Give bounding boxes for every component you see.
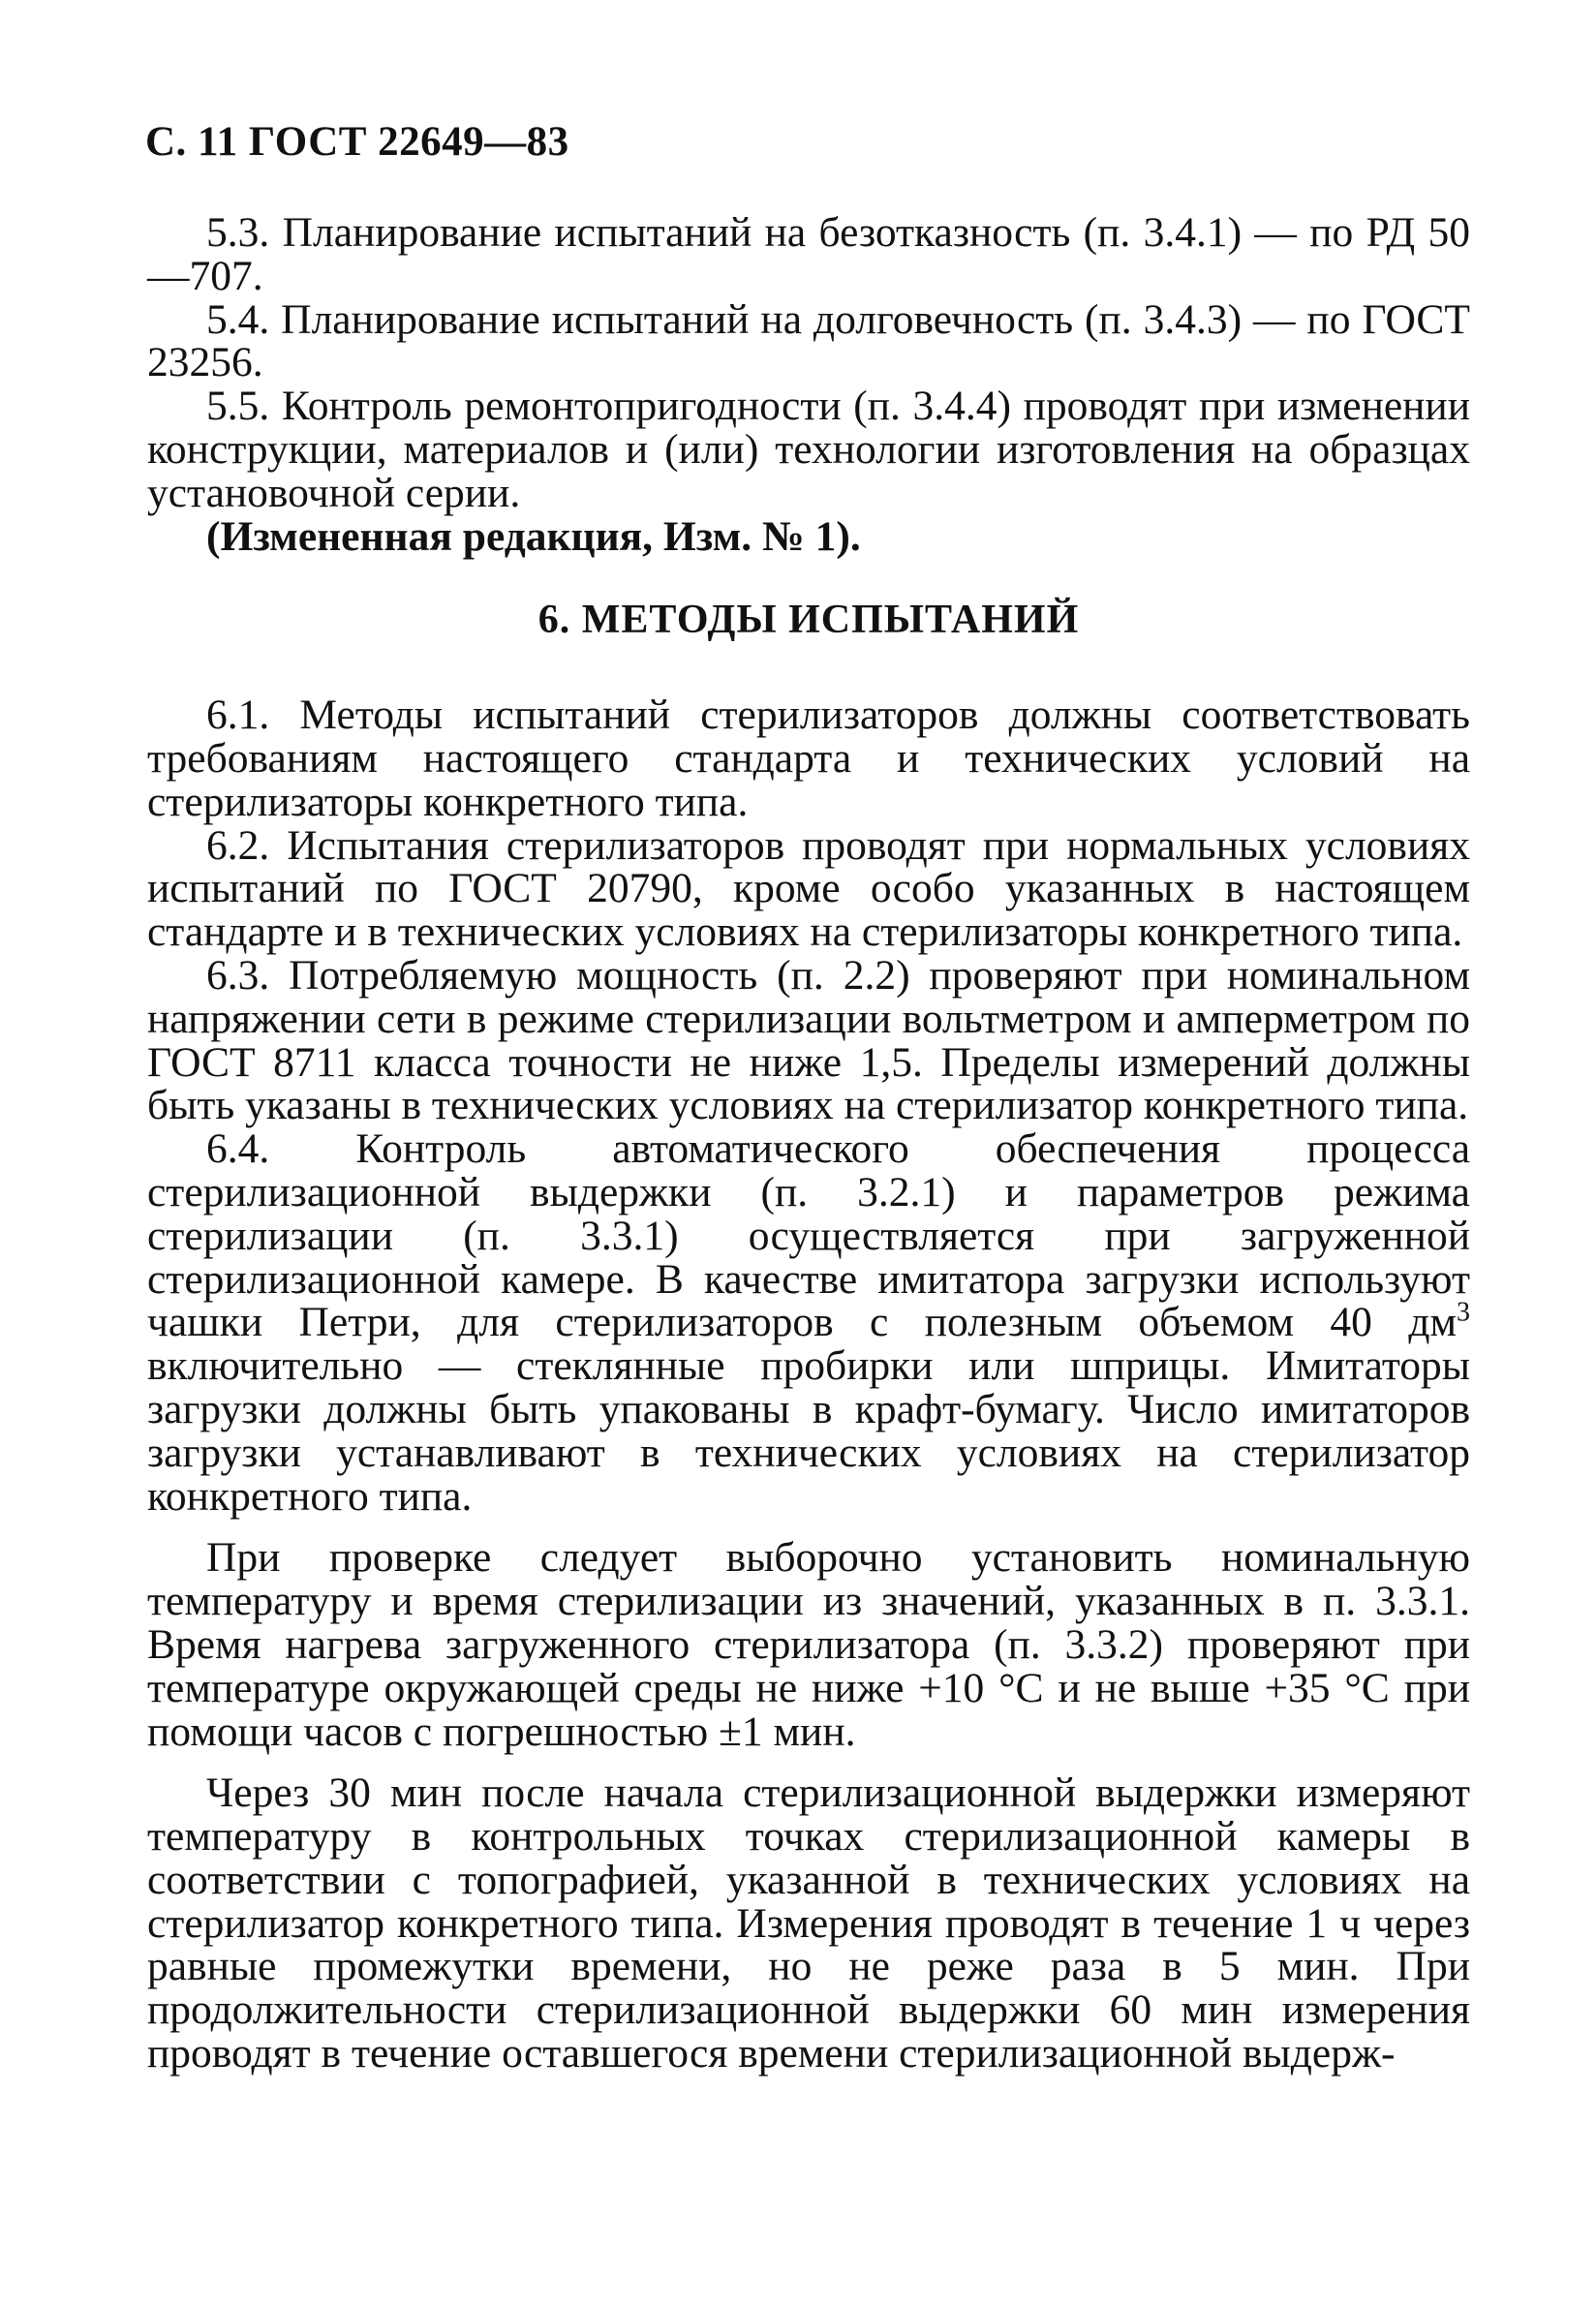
paragraph-check: При проверке следует выборочно установить номинальную температуру и время стерилизации из значений, указанных в п. 3.3.1. Время нагрева загруженного стерилизатора (п. 3.3.2) проверяют при температуре окружающей среды не ниже +10 °С и не выше +35 °С при помощи часов с погрешностью ±1 мин.: [147, 1534, 1470, 1755]
amendment-note: (Измененная редакция, Изм. № 1).: [206, 512, 861, 560]
paragraph-6-1: 6.1. Методы испытаний стерилизаторов должны соответствовать требованиям настоящего стандарта и технических условий на стерилизаторы конкретного типа.: [147, 692, 1470, 825]
superscript-3: 3: [1457, 1297, 1470, 1328]
paragraph-6-4-text-start: 6.4. Контроль автоматического обеспечения процесса стерилизационной выдержки (п. 3.2.1) и параметров режима стерилизации (п. 3.3.1) осуществляется при загруженной стерилизационной камере. В качестве имитатора загрузки используют чашки Петри, для стерилизаторов с полезным объемом 40 дм: [147, 1125, 1470, 1346]
paragraph-6-4-text-end: включительно — стеклянные пробирки или шприцы. Имитаторы загрузки должны быть упакованы в крафт-бумагу. Число имитаторов загрузки устанавливают в технических условиях на стерилизатор конкретного типа.: [147, 1342, 1470, 1520]
paragraph-6-4: [147, 1127, 1470, 1518]
paragraph-6-3: 6.3. Потребляемую мощность (п. 2.2) проверяют при номинальном напряжении сети в режиме стерилизации вольтметром и амперметром по ГОСТ 8711 класса точности не ниже 1,5. Пределы измерений должны быть указаны в технических условиях на стерилизатор конкретного типа.: [147, 951, 1470, 1129]
document-body: [147, 211, 1470, 2076]
paragraph-5-4: 5.4. Планирование испытаний на долговечность (п. 3.4.3) — по ГОСТ 23256.: [147, 295, 1470, 386]
paragraph-6-2: 6.2. Испытания стерилизаторов проводят при нормальных условиях испытаний по ГОСТ 20790, кроме особо указанных в настоящем стандарте и в технических условиях на стерилизаторы конкретного типа.: [147, 821, 1470, 956]
paragraph-5-3: 5.3. Планирование испытаний на безотказность (п. 3.4.1) — по РД 50—707.: [147, 209, 1470, 299]
section-title: 6. МЕТОДЫ ИСПЫТАНИЙ: [537, 598, 1080, 643]
paragraph-5-5: 5.5. Контроль ремонтопригодности (п. 3.4.4) проводят при изменении конструкции, материалов и (или) технологии изготовления на образцах установочной серии.: [147, 383, 1470, 516]
paragraph-30-min: Через 30 мин после начала стерилизационной выдержки измеряют температуру в контрольных точках стерилизационной камеры в соответствии с топографией, указанной в технических условиях на стерилизатор конкретного типа. Измерения проводят в течение 1 ч через равные промежутки времени, но не реже раза в 5 мин. При продолжительности стерилизационной выдержки 60 мин измерения проводят в течение оставшегося времени стерилизационной выдерж-: [147, 1769, 1470, 2077]
page-header: С. 11 ГОСТ 22649—83: [145, 119, 569, 165]
